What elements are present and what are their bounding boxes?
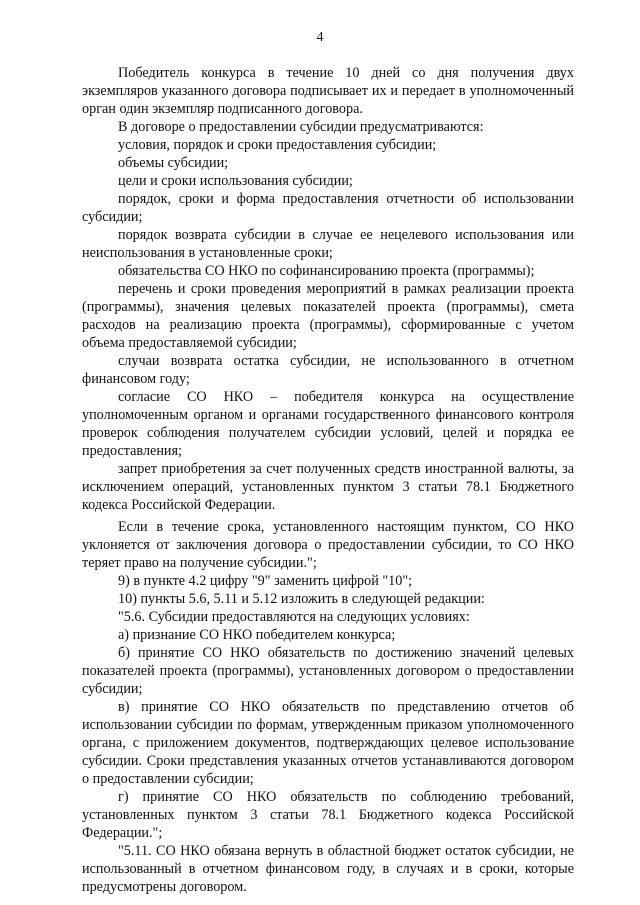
paragraph: 10) пункты 5.6, 5.11 и 5.12 изложить в следующей редакции: [118, 591, 485, 607]
paragraph: 9) в пункте 4.2 цифру "9" заменить цифрой "10"; [118, 573, 413, 589]
paragraph: порядок, сроки и форма предоставления отчетности об использовании субсидии; [82, 191, 574, 225]
paragraph: условия, порядок и сроки предоставления субсидии; [118, 137, 437, 153]
paragraph: в) принятие СО НКО обязательств по представлению отчетов об использовании субсидии по формам, утвержденным приказом уполномоченного органа, с приложением документов, подтверждающих целевое использование субсидии. Сроки представления указанных отчетов устанавливаются договором о предоставлении субсидии; [82, 699, 574, 787]
paragraph: "5.6. Субсидии предоставляются на следующих условиях: [118, 609, 470, 625]
paragraph: запрет приобретения за счет полученных средств иностранной валюты, за исключением операций, установленных пунктом 3 статьи 78.1 Бюджетного кодекса Российской Федерации. [82, 461, 574, 513]
paragraph: объемы субсидии; [118, 155, 229, 171]
paragraph: г) принятие СО НКО обязательств по соблюдению требований, установленных пунктом 3 статьи 78.1 Бюджетного кодекса Российской Федерации."; [82, 789, 574, 841]
paragraph: случаи возврата остатка субсидии, не использованного в отчетном финансовом году; [82, 353, 574, 387]
paragraph: перечень и сроки проведения мероприятий в рамках реализации проекта (программы), значения целевых показателей проекта (программы), смета расходов на реализацию проекта (программы), сформированные с учетом объема предоставляемой субсидии; [82, 281, 574, 351]
paragraph: обязательства СО НКО по софинансированию проекта (программы); [118, 263, 535, 279]
page-number: 4 [316, 30, 324, 45]
paragraph: б) принятие СО НКО обязательств по достижению значений целевых показателей проекта (программы), установленных договором о предоставлении субсидии; [82, 645, 574, 697]
paragraph: В договоре о предоставлении субсидии предусматриваются: [118, 119, 484, 135]
document-body [82, 64, 574, 896]
paragraph: цели и сроки использования субсидии; [118, 173, 353, 189]
paragraph: "5.11. СО НКО обязана вернуть в областной бюджет остаток субсидии, не использованный в отчетном финансовом году, в случаях и в сроки, которые предусмотрены договором. [82, 843, 574, 895]
paragraph: а) признание СО НКО победителем конкурса; [118, 627, 396, 643]
paragraph: согласие СО НКО – победителя конкурса на осуществление уполномоченным органом и органами государственного финансового контроля проверок соблюдения получателем субсидии условий, целей и порядка ее предоставления; [82, 389, 574, 459]
paragraph: Победитель конкурса в течение 10 дней со дня получения двух экземпляров указанного договора подписывает их и передает в уполномоченный орган один экземпляр подписанного договора. [82, 65, 574, 117]
paragraph: порядок возврата субсидии в случае ее нецелевого использования или неиспользования в установленные сроки; [82, 227, 574, 261]
paragraph: Если в течение срока, установленного настоящим пунктом, СО НКО уклоняется от заключения договора о предоставлении субсидии, то СО НКО теряет право на получение субсидии."; [82, 519, 574, 571]
